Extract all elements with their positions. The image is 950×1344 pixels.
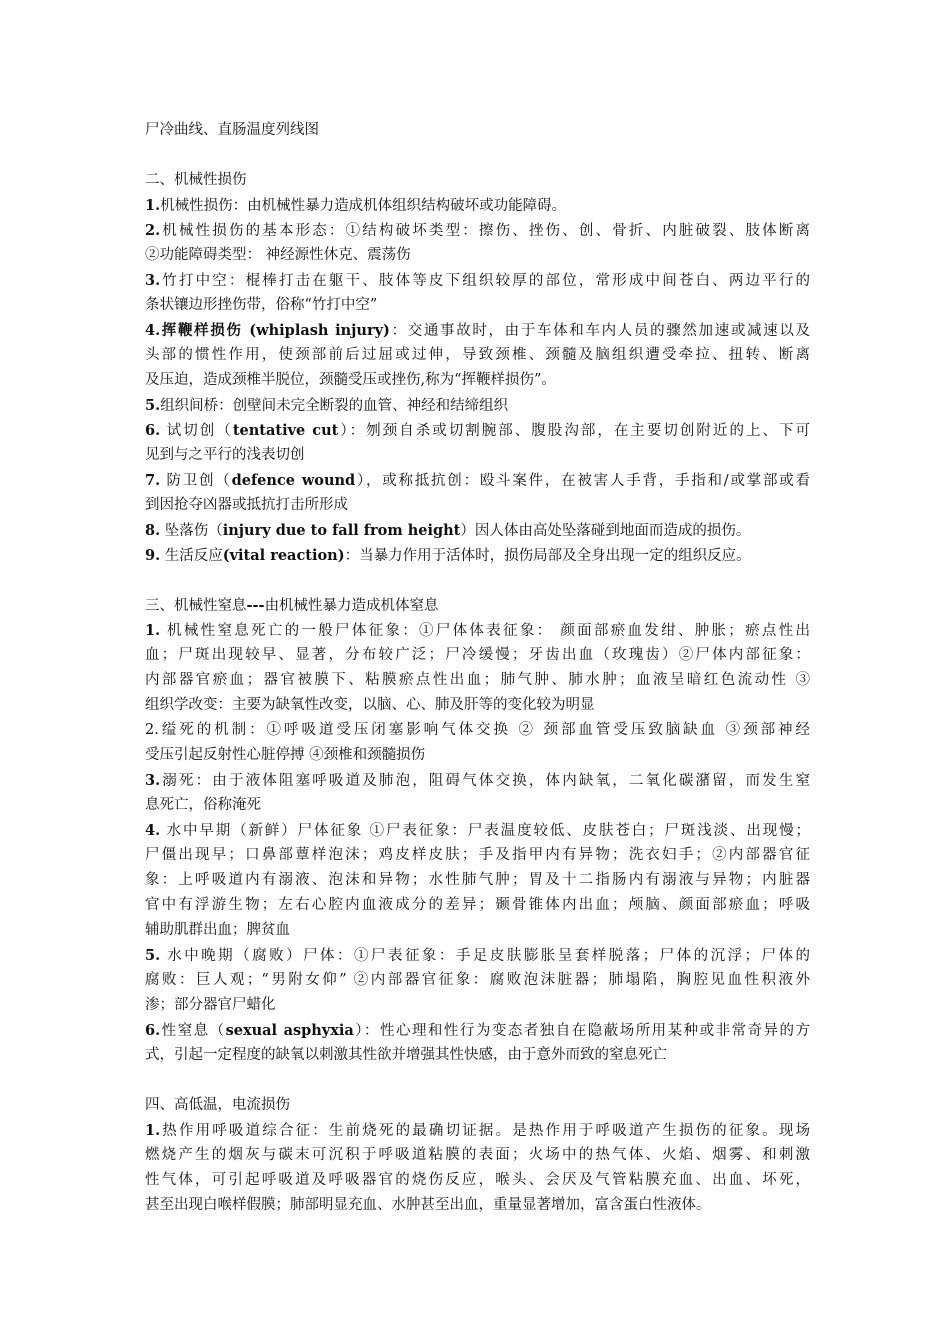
section-heading-tail: 由机械性暴力造成机体窒息 bbox=[264, 598, 439, 614]
list-item bbox=[145, 318, 810, 393]
item-number: 8. bbox=[145, 522, 161, 539]
list-item bbox=[145, 618, 810, 718]
item-number: 4. bbox=[145, 822, 161, 839]
list-item bbox=[145, 193, 810, 218]
item-text: 内部器官瘀血；器官被膜下、粘膜瘀点性出血；肺气肿、肺水肿；血液呈暗红色流动性 ③ bbox=[145, 672, 810, 688]
item-number: 2. bbox=[145, 222, 161, 239]
item-text: 机械性损伤的基本形态：①结构破坏类型：擦伤、挫伤、创、骨折、内脏破裂、肢体断离 bbox=[160, 223, 810, 239]
item-number: 4. bbox=[145, 322, 161, 339]
item-term: (vital reaction) bbox=[222, 547, 345, 564]
item-text: 见到与之平行的浅表切创 bbox=[145, 447, 305, 463]
item-text: 燃烧产生的烟灰与碳末可沉积于呼吸道粘膜的表面；火场中的热气体、火焰、烟雾、和刺激 bbox=[145, 1147, 810, 1163]
item-text: 组织学改变：主要为缺氧性改变，以脑、心、肺及肝等的变化较为明显 bbox=[145, 697, 595, 713]
item-text: 性气体，可引起呼吸道及呼吸器官的烧伤反应，喉头、会厌及气管粘膜充血、出血、坏死， bbox=[145, 1172, 810, 1188]
item-text: 机械性损伤：由机械性暴力造成机体组织结构破坏或功能障碍。 bbox=[160, 198, 567, 214]
item-text: 尸僵出现早；口鼻部蕈样泡沫；鸡皮样皮肤；手及指甲内有异物；洗衣妇手；②内部器官征 bbox=[145, 847, 810, 863]
list-item bbox=[145, 268, 810, 318]
item-text: ：交通事故时，由于车体和车内人员的骤然加速或减速以及 bbox=[389, 323, 810, 339]
item-text: 到因抢夺凶器或抵抗打击所形成 bbox=[145, 497, 348, 513]
page-title: 尸冷曲线、直肠温度列线图 bbox=[145, 122, 319, 138]
list-item bbox=[145, 768, 810, 818]
item-number: 1. bbox=[145, 1122, 161, 1139]
item-term: defence wound bbox=[231, 472, 356, 489]
list-item bbox=[145, 393, 810, 418]
item-text: 溺死：由于液体阻塞呼吸道及肺泡，阻碍气体交换，体内缺氧，二氧化碳潴留，而发生窒 bbox=[160, 773, 810, 789]
item-term: sexual asphyxia bbox=[225, 1022, 354, 1039]
list-item bbox=[145, 943, 810, 1018]
item-text: ②功能障碍类型： 神经源性休克、震荡伤 bbox=[145, 247, 411, 263]
item-number: 7. bbox=[145, 472, 161, 489]
item-text: 机械性窒息死亡的一般尸体征象：①尸体体表征象： 颜面部瘀血发绀、肿胀；瘀点性出 bbox=[160, 623, 810, 639]
item-text: 甚至出现白喉样假膜；肺部明显充血、水肿甚至出血，重量显著增加，富含蛋白性液体。 bbox=[145, 1197, 711, 1213]
item-text: 官中有浮游生物；左右心腔内血液成分的差异；颞骨锥体内出血；颅脑、颜面部瘀血；呼吸 bbox=[145, 897, 810, 913]
item-number: 6. bbox=[145, 422, 161, 439]
item-number: 6. bbox=[145, 1022, 161, 1039]
item-text: 性窒息（ bbox=[160, 1023, 226, 1039]
item-term: injury due to fall from height bbox=[222, 522, 461, 539]
item-text: 条状镶边形挫伤带，俗称“竹打中空” bbox=[145, 297, 378, 313]
item-number: 3. bbox=[145, 772, 161, 789]
item-text: ）因人体由高处坠落碰到地面而造成的损伤。 bbox=[460, 523, 751, 539]
section-heading-text: 三、机械性窒息 bbox=[145, 598, 247, 614]
document-page bbox=[145, 118, 810, 1218]
item-term: tentative cut bbox=[232, 422, 339, 439]
item-text: ：当暴力作用于活体时，损伤局部及全身出现一定的组织反应。 bbox=[344, 548, 751, 564]
item-number: 1. bbox=[145, 622, 161, 639]
item-term: 挥鞭样损伤 (whiplash injury) bbox=[160, 322, 390, 339]
item-text: 防卫创（ bbox=[160, 473, 232, 489]
item-text: 及压迫，造成颈椎半脱位，颈髓受压或挫伤,称为“挥鞭样损伤”。 bbox=[145, 372, 556, 388]
item-text: 试切创（ bbox=[160, 423, 233, 439]
list-item bbox=[145, 1118, 810, 1218]
item-text: ）：刎颈自杀或切割腕部、腹股沟部，在主要切创附近的上、下可 bbox=[338, 423, 810, 439]
section-heading: 四、高低温，电流损伤 bbox=[145, 1097, 290, 1113]
list-item bbox=[145, 818, 810, 943]
list-item bbox=[145, 468, 810, 518]
item-number: 3. bbox=[145, 272, 161, 289]
item-text: 热作用呼吸道综合征：生前烧死的最确切证据。是热作用于呼吸道产生损伤的征象。现场 bbox=[160, 1123, 810, 1139]
list-item bbox=[145, 518, 810, 543]
list-item bbox=[145, 1018, 810, 1068]
item-number: 5. bbox=[145, 947, 161, 964]
item-text: 水中晚期（腐败）尸体：①尸表征象：手足皮肤膨胀呈套样脱落；尸体的沉浮；尸体的 bbox=[160, 948, 810, 964]
item-number: 1. bbox=[145, 197, 161, 214]
list-item bbox=[145, 543, 810, 568]
item-text: 组织间桥：创壁间未完全断裂的血管、神经和结缔组织 bbox=[160, 398, 509, 414]
item-text: 竹打中空：棍棒打击在躯干、肢体等皮下组织较厚的部位，常形成中间苍白、两边平行的 bbox=[160, 273, 810, 289]
item-text: ），或称抵抗创：殴斗案件，在被害人手背，手指和/或掌部或看 bbox=[355, 473, 811, 489]
item-text: 式，引起一定程度的缺氧以刺激其性欲并增强其性快感，由于意外而致的窒息死亡 bbox=[145, 1047, 667, 1063]
item-text: 坠落伤（ bbox=[160, 523, 223, 539]
item-text: 水中早期（新鲜）尸体征象 ①尸表征象：尸表温度较低、皮肤苍白；尸斑浅淡、出现慢； bbox=[160, 823, 810, 839]
list-item bbox=[145, 718, 810, 768]
item-text: 辅助肌群出血；脾贫血 bbox=[145, 922, 290, 938]
item-text: 腐败：巨人观；“男附女仰” ②内部器官征象：腐败泡沫脏器；肺塌陷，胸腔见血性积液外 bbox=[145, 972, 810, 988]
section-heading bbox=[145, 593, 810, 618]
item-text: 受压引起反射性心脏停搏 ④颈椎和颈髓损伤 bbox=[145, 747, 426, 763]
item-number: 9. bbox=[145, 547, 161, 564]
section-heading: 二、机械性损伤 bbox=[145, 172, 247, 188]
item-text: 象：上呼吸道内有溺液、泡沫和异物；水性肺气肿；胃及十二指肠内有溺液与异物；内脏器 bbox=[145, 872, 810, 888]
item-text: 息死亡，俗称淹死 bbox=[145, 797, 261, 813]
item-text: 缢死的机制：①呼吸道受压闭塞影响气体交换 ② 颈部血管受压致脑缺血 ③颈部神经 bbox=[158, 722, 810, 738]
list-item bbox=[145, 218, 810, 268]
item-number: 5. bbox=[145, 397, 161, 414]
list-item bbox=[145, 418, 810, 468]
item-text: 生活反应 bbox=[160, 548, 223, 564]
item-text: 血；尸斑出现较早、显著，分布较广泛；尸冷缓慢；牙齿出血（玫瑰齿）②尸体内部征象： bbox=[145, 647, 810, 663]
section-heading-dash: --- bbox=[246, 597, 265, 614]
item-text: 渗；部分器官尸蜡化 bbox=[145, 997, 276, 1013]
item-text: ）：性心理和性行为变态者独自在隐蔽场所用某种或非常奇异的方 bbox=[353, 1023, 811, 1039]
item-text: 头部的惯性作用，使颈部前后过屈或过伸，导致颈椎、颈髓及脑组织遭受牵拉、扭转、断离 bbox=[145, 347, 810, 363]
item-number: 2. bbox=[145, 722, 159, 738]
